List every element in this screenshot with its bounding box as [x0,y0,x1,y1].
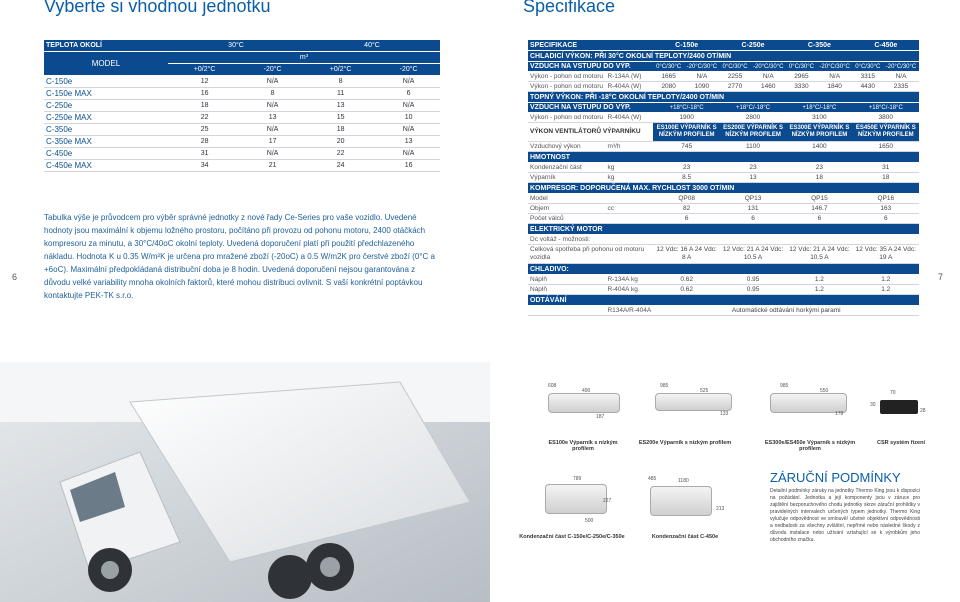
cell: 2965 [786,72,816,82]
cell: 25 [168,124,241,136]
warranty-title: ZÁRUČNÍ PODMÍNKY [770,470,901,485]
caption-condenser-large: Kondenzační část C-450e [651,534,719,540]
cell: N/A [883,72,919,82]
caption-csr: CSR systém řízení [877,440,925,446]
fan-model: ES200E VÝPARNÍK S NÍZKÝM PROFILEM [720,123,786,142]
cell: 1100 [720,142,786,152]
temp-cell: +18°C/-18°C [720,103,786,113]
cell: 6 [853,214,919,224]
temp-cell: +18°C/-18°C [653,103,719,113]
dim-label: 187 [596,414,605,420]
cell: 16 [168,88,241,100]
model-name: C-450e MAX [44,160,168,172]
cell: N/A [241,100,304,112]
cell: QP15 [786,194,852,204]
es100e-image [540,383,630,423]
cell: 22 [168,112,241,124]
model-name: C-150e MAX [44,88,168,100]
row-label: Vzduchový výkon [528,142,605,152]
row-label: Kondenzační část [528,163,605,173]
cell: 1.2 [786,275,852,285]
row-unit [605,194,653,204]
caption-es100e: ES100e Výparník s nízkým profilem [548,440,618,452]
cell: 23 [720,163,786,173]
table-row [528,245,919,264]
table-row [44,76,440,88]
cell: 3800 [853,113,919,123]
table-row [528,194,919,204]
spec-table [528,40,919,316]
temp-col: -20°C [377,64,440,76]
dim-label: 525 [700,388,709,394]
cell: 2080 [653,82,683,92]
cell: 23 [653,163,719,173]
cell: N/A [377,100,440,112]
row-unit: cc [605,204,653,214]
warranty-text: Detailní podmínky záruky na jednotky Thermo King jsou k dispozici na požádání. Jednotka a její komponenty jsou v záruce pro zajištění bezporuchového chodu jednotky skrze záruční prohlídky v pravidelných intervalech určených typem jednotky. Thermo King vylučuje odpovědnost ve smlouvě/ učetné objektivní odpovědnosti a nedbalosti za všechny zvláštní, nepřímé nebo následné škody z důvodu instalace nebo užívání vztahující se k výrobkům jeho obchodního značku. [770,488,920,543]
page-number-left: 6 [12,272,18,282]
cell: 23 [786,163,852,173]
dim-label: 485 [648,476,657,482]
row-unit: kg [605,163,653,173]
spec-header-label: SPECIFIKACE [528,40,653,51]
row-unit: R-134A kg [605,275,653,285]
table-row [528,72,919,82]
guide-paragraph: Tabulka výše je průvodcem pro výběr správné jednotky z nové řady Ce-Series pro vaše vozidlo. Uvedené hodnoty jsou maximální k objemu ložného prostoru, počítáno při provozu od pohonu motoru, 2400 otáčkách kompresoru za minutu, a 30°C/40oC okolní teploty. Uvedená doporučení platí při použití předchlazeného nákladu. Hodnota K u 0.35 W/m²K je určena pro mražené zboží (-20oC) a 0.5 W/m2K pro čerstvé zboží (0°C a +6oC). Maximální předpokládaná distribuční doba je 8 hodin. Uvedená doporučení nejsou garantována z důvodu velké variability mnoha okolních faktorů, které mohou distribuci ovlivnit. S vaší konkrétní poptávkou kontaktujte PEK-TK s.r.o. [44,213,435,300]
table-row [528,113,919,123]
row-label: Počet válců [528,214,605,224]
cell: 34 [168,160,241,172]
model-name: C-150e [44,76,168,88]
cell: N/A [377,148,440,160]
cell: 13 [720,173,786,183]
csr-image [870,388,932,424]
heating-title: TOPNÝ VÝKON: PŘI -18°C OKOLNÍ TEPLOTY/2400 OT/MIN [528,92,919,103]
table-row [528,275,919,285]
cell: 31 [853,163,919,173]
cell: 16 [377,160,440,172]
weight-title: HMOTNOST [528,152,919,163]
dim-label: 985 [780,383,789,389]
cell: 146.7 [786,204,852,214]
dim-label: 30 [870,402,876,408]
row-ref: R-404A (W) [605,82,653,92]
cell: N/A [241,124,304,136]
fan-model: ES100E VÝPARNÍK S NÍZKÝM PROFILEM [653,123,719,142]
temp-30-header: 30°C [168,40,304,52]
dim-label: 550 [820,388,829,394]
cell: 17 [241,136,304,148]
model-volume-table [44,40,440,172]
cell: 20 [304,136,377,148]
cell: QP13 [720,194,786,204]
fan-model: ES300E VÝPARNÍK S NÍZKÝM PROFILEM [786,123,852,142]
cell: 24 [304,160,377,172]
cell: 3315 [853,72,883,82]
cell: 12 Vdc: 21 A 24 Vdc: 10.5 A [720,245,786,264]
cell: 0.95 [720,285,786,295]
cell: QP08 [653,194,719,204]
cell: 18 [304,124,377,136]
cell: 1665 [653,72,683,82]
cell: 3100 [786,113,852,123]
temp-cell: 0°C/30°C [720,62,750,72]
dim-label: 178 [835,411,844,417]
model-header: C-450e [853,40,919,51]
cell: 1.2 [786,285,852,295]
temp-cell: +18°C/-18°C [853,103,919,113]
dim-label: 1180 [678,478,689,484]
table-row [528,163,919,173]
condenser-small-image [535,476,625,526]
table-row [44,136,440,148]
table-row [44,100,440,112]
row-unit: m³/h [605,142,653,152]
row-label: Model [528,194,605,204]
cell: 163 [853,204,919,214]
cell: 10 [377,112,440,124]
table-row [528,82,919,92]
dc-label: Dc voltáž - možnosti: [528,235,919,245]
model-header: C-250e [720,40,786,51]
cell: N/A [377,124,440,136]
cell: N/A [684,72,720,82]
dim-label: 28 [920,408,926,414]
table-row [528,235,919,245]
compressor-title: KOMPRESOR: DOPORUČENÁ MAX. RYCHLOST 3000 OT/MIN [528,183,919,194]
model-header: C-350e [786,40,852,51]
temp-cell: -20°C/30°C [684,62,720,72]
cell: 28 [168,136,241,148]
cell: 131 [720,204,786,214]
cell: 1400 [786,142,852,152]
row-label: Objem [528,204,605,214]
table-row [528,142,919,152]
temp-cell: 0°C/30°C [853,62,883,72]
defrost-title: ODTÁVÁNÍ [528,295,919,306]
dim-label: 490 [582,388,591,394]
volume-unit: m³ [168,52,440,64]
cell: 1090 [684,82,720,92]
row-unit: R-404A kg [605,285,653,295]
table-row [44,124,440,136]
cell: 2335 [883,82,919,92]
table-row [528,285,919,295]
cell: 3330 [786,82,816,92]
cell: 18 [168,100,241,112]
es300e-image [765,383,855,423]
cell: 1460 [750,82,786,92]
row-label: Výkon - pohon od motoru [528,82,605,92]
row-ref: R134A/R-404A [605,306,653,316]
row-unit [605,214,653,224]
condenser-large-image [640,476,735,526]
temp-col: -20°C [241,64,304,76]
cell: 1.2 [853,285,919,295]
cell: QP16 [853,194,919,204]
cell: N/A [377,76,440,88]
cell: 12 Vdc: 21 A 24 Vdc: 10.5 A [786,245,852,264]
electric-title: ELEKTRICKÝ MOTOR [528,224,919,235]
model-name: C-350e MAX [44,136,168,148]
row-label: Výparník [528,173,605,183]
cell: 12 Vdc: 35 A 24 Vdc: 19 A [853,245,919,264]
cooling-title: CHLADICÍ VÝKON: PŘI 30°C OKOLNÍ TEPLOTY/2400 OT/MIN [528,51,919,62]
model-name: C-450e [44,148,168,160]
cell: 6 [786,214,852,224]
table-row [528,214,919,224]
table-row [528,306,919,316]
cell: 6 [377,88,440,100]
dim-label: 227 [603,498,612,504]
dim-label: 985 [660,383,669,389]
ambient-label: TEPLOTA OKOLÍ [44,40,168,52]
cell: 31 [168,148,241,160]
cell: 13 [377,136,440,148]
caption-es200e: ES200e Výparník s nízkým profilem [638,440,732,446]
cell: N/A [817,72,853,82]
cell: 13 [304,100,377,112]
cell: 12 Vdc: 16 A 24 Vdc: 8 A [653,245,719,264]
model-name: C-250e [44,100,168,112]
row-label: Výkon - pohon od motoru [528,72,605,82]
truck-image [0,362,490,602]
cell: 12 [168,76,241,88]
row-label [528,306,605,316]
temp-col: +0/2°C [168,64,241,76]
table-row [528,173,919,183]
temp-cell: 0°C/30°C [786,62,816,72]
cell: 1840 [817,82,853,92]
page-number-right: 7 [938,272,944,282]
table-row [44,148,440,160]
refrigerant-title: CHLADIVO: [528,264,919,275]
dim-label: 608 [548,383,557,389]
cell: 1650 [853,142,919,152]
model-name: C-350e [44,124,168,136]
dim-label: 70 [890,390,896,396]
right-heading: Specifikace [523,0,616,16]
cell: 8.5 [653,173,719,183]
cell: 13 [241,112,304,124]
cell: 2255 [720,72,750,82]
row-label: Náplň [528,285,605,295]
row-label: Náplň [528,275,605,285]
dim-label: 213 [716,506,725,512]
row-unit: kg [605,173,653,183]
cell: 2800 [720,113,786,123]
cell: 1.2 [853,275,919,285]
cell: 0.95 [720,275,786,285]
row-ref: R-134A (W) [605,72,653,82]
cell: 8 [241,88,304,100]
cell: 4430 [853,82,883,92]
air-in-label: VZDUCH NA VSTUPU DO VÝP. [528,62,653,72]
fan-label: VÝKON VENTILÁTORŮ VÝPARNÍKU [528,123,653,142]
row-label: Celková spotřeba při pohonu od motoru vozidla [528,245,653,264]
table-row [528,204,919,214]
temp-cell: +18°C/-18°C [786,103,852,113]
cell: 11 [304,88,377,100]
es200e-image [650,383,740,423]
caption-es300e: ES300e/ES450e Výparník s nízkým profilem [764,440,856,452]
left-heading: Vyberte si vhodnou jednotku [44,0,271,16]
table-row [44,160,440,172]
cell: 6 [653,214,719,224]
dim-label: 133 [720,411,729,417]
caption-condenser-small: Kondenzační část C-150e/C-250e/C-350e [519,534,625,540]
cell: 8 [304,76,377,88]
cell: N/A [241,148,304,160]
temp-cell: -20°C/30°C [750,62,786,72]
cell: 6 [720,214,786,224]
row-label: Výkon - pohon od motoru [528,113,605,123]
cell: 15 [304,112,377,124]
fan-model: ES450E VÝPARNÍK S NÍZKÝM PROFILEM [853,123,919,142]
temp-40-header: 40°C [304,40,440,52]
temp-cell: -20°C/30°C [883,62,919,72]
dim-label: 789 [573,476,582,482]
cell: 18 [786,173,852,183]
cell: N/A [750,72,786,82]
cell: 18 [853,173,919,183]
cell: 21 [241,160,304,172]
dim-label: 500 [585,518,594,524]
cell: N/A [241,76,304,88]
cell: 2770 [720,82,750,92]
cell: 0.62 [653,285,719,295]
air-in-label: VZDUCH NA VSTUPU DO VÝP. [528,103,653,113]
cell: 1900 [653,113,719,123]
table-row [44,88,440,100]
temp-cell: 0°C/30°C [653,62,683,72]
temp-cell: -20°C/30°C [817,62,853,72]
cell: 22 [304,148,377,160]
cell: Automatické odtávání horkými parami [653,306,919,316]
model-label: MODEL [44,52,168,76]
cell: 82 [653,204,719,214]
cell: 0.62 [653,275,719,285]
row-ref: R-404A (W) [605,113,653,123]
model-name: C-250e MAX [44,112,168,124]
model-header: C-150e [653,40,719,51]
cell: 745 [653,142,719,152]
temp-col: +0/2°C [304,64,377,76]
table-row [44,112,440,124]
